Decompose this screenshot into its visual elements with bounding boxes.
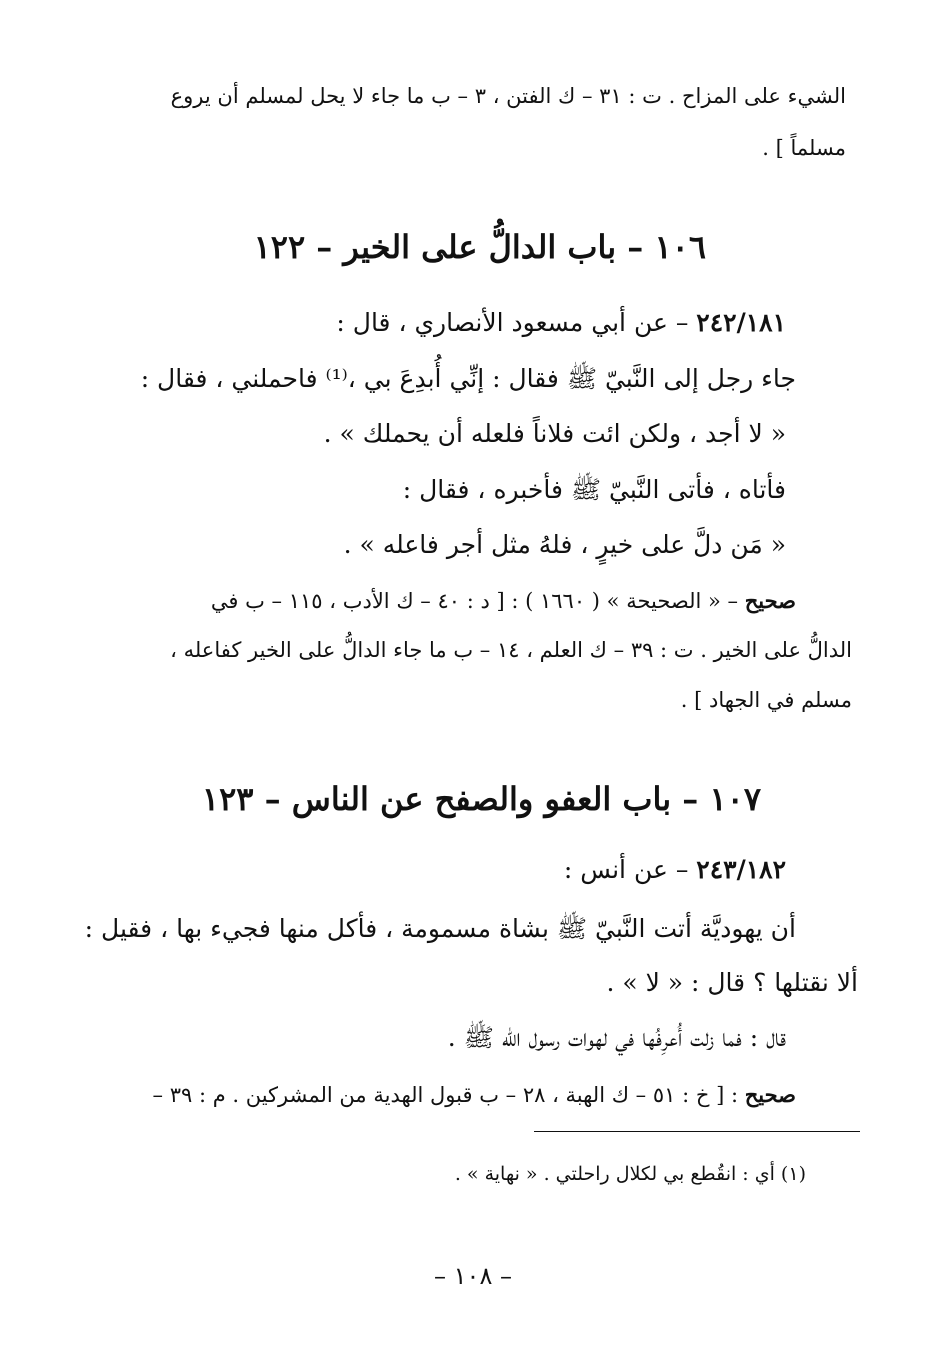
- hadith-number: ٢٤٢/١٨١: [696, 308, 786, 337]
- grade-source: : [ خ : ٥١ – ك الهبة ، ٢٨ – ب قبول الهدية من المشركين . م : ٣٩ –: [152, 1083, 745, 1107]
- hadith-text-line: أن يهوديَّة أتت النَّبيّ ﷺ بشاة مسمومة ، فأكل منها فجيء بها ، فقيل :: [84, 914, 796, 943]
- hadith-text-line: ألا نقتلها ؟ قال : « لا » .: [606, 968, 858, 997]
- carryover-line-1: الشيء على المزاح . ت : ٣١ – ك الفتن ، ٣ – ب ما جاء لا يحل لمسلم أن يروع: [170, 84, 846, 108]
- carryover-line-2: مسلماً ] .: [762, 136, 846, 160]
- hadith-text-line: فأتاه ، فأتى النَّبيّ ﷺ فأخبره ، فقال :: [402, 475, 786, 504]
- grade-line-2: الدالُّ على الخير . ت : ٣٩ – ك العلم ، ١٤ – ب ما جاء الدالُّ على الخير كفاعله ،: [170, 638, 852, 662]
- grade-line-1: [211, 588, 796, 614]
- footnote-separator: [534, 1131, 860, 1132]
- hadith-text-line: « مَن دلَّ على خيرٍ ، فلهُ مثل أجر فاعله » .: [343, 530, 786, 559]
- grade-line-1: [153, 1082, 796, 1108]
- footnote: (١) أي : انقُطع بي لكلال راحلتي . « نهاية » .: [454, 1163, 806, 1185]
- grade-label: صحيح: [744, 1082, 796, 1107]
- narrator: – عن أنس :: [563, 855, 697, 884]
- grade-label: صحيح: [744, 588, 796, 613]
- hadith-182-header: [564, 855, 786, 885]
- grade-source: – « الصحيحة » ( ١٦٦٠ ) : [ د : ٤٠ – ك الأدب ، ١١٥ – ب في: [210, 589, 745, 613]
- narrator: – عن أبي مسعود الأنصاري ، قال :: [336, 308, 697, 337]
- chapter-106-heading: ١٠٦ – باب الدالُّ على الخير – ١٢٢: [253, 228, 706, 266]
- grade-line-3: مسلم في الجهاد ] .: [680, 688, 852, 712]
- page-number: – ١٠٨ –: [434, 1262, 512, 1290]
- hadith-text-line: قال : فما زلت أُعرِفُها في لهوات رسول اللّه ﷺ .: [447, 1023, 786, 1052]
- hadith-181-header: [336, 308, 786, 338]
- hadith-number: ٢٤٣/١٨٢: [696, 855, 786, 884]
- hadith-text-line: « لا أجد ، ولكن ائت فلاناً فلعله أن يحملك » .: [323, 419, 786, 448]
- chapter-107-heading: ١٠٧ – باب العفو والصفح عن الناس – ١٢٣: [201, 780, 761, 818]
- hadith-text-line: جاء رجل إلى النَّبيّ ﷺ فقال : إنِّي أُبدِعَ بي ،⁽¹⁾ فاحملني ، فقال :: [140, 364, 796, 393]
